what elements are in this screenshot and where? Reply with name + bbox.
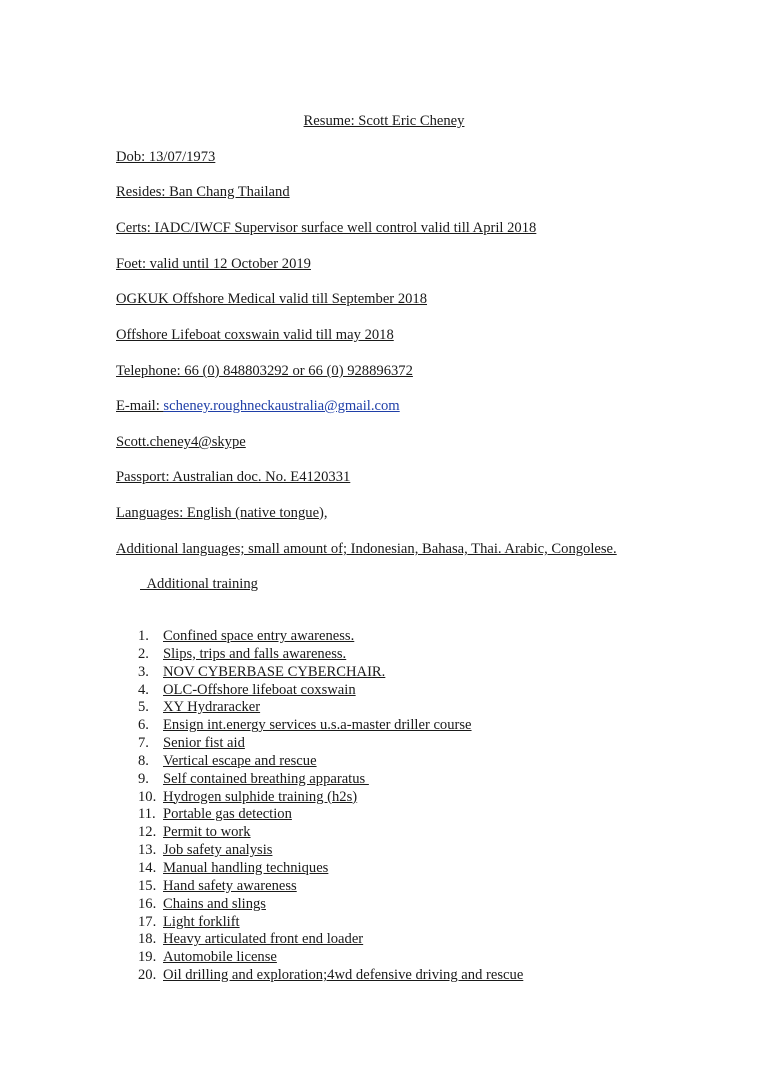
training-item-text: Automobile license [163, 949, 277, 966]
training-item-number: 19. [138, 949, 157, 966]
lifeboat-line: Offshore Lifeboat coxswain valid till may 2018 [116, 327, 394, 343]
training-item-number: 4. [138, 681, 149, 698]
training-item-number: 15. [138, 877, 157, 894]
training-item-number: 2. [138, 645, 149, 662]
medical-line: OGKUK Offshore Medical valid till September 2018 [116, 291, 428, 307]
email-link[interactable]: scheney.roughneckaustralia@gmail.com [163, 398, 400, 414]
training-item-text: Oil drilling and exploration;4wd defensive driving and rescue [163, 967, 524, 984]
additional-languages-line: Additional languages; small amount of; Indonesian, Bahasa, Thai. Arabic, Congolese. [116, 541, 617, 557]
dob-line: Dob: 13/07/1973 [116, 149, 216, 165]
skype-line: Scott.cheney4@skype [116, 434, 246, 450]
training-item-number: 16. [138, 895, 157, 912]
training-item-text: Light forklift [163, 913, 240, 930]
resides-line: Resides: Ban Chang Thailand [116, 184, 290, 200]
training-item-number: 9. [138, 770, 149, 787]
training-item-text: Permit to work [163, 824, 251, 841]
certs-line: Certs: IADC/IWCF Supervisor surface well control valid till April 2018 [116, 220, 537, 236]
page-title: Resume: Scott Eric Cheney [303, 113, 465, 129]
training-item-text: Slips, trips and falls awareness. [163, 645, 347, 662]
training-item-text: Confined space entry awareness. [163, 628, 355, 644]
training-item-text: Heavy articulated front end loader [163, 931, 364, 948]
training-item-number: 6. [138, 717, 149, 734]
training-item-text: NOV CYBERBASE CYBERCHAIR. [163, 663, 386, 680]
training-item-text: Chains and slings [163, 895, 266, 912]
email-label: E-mail: [116, 398, 164, 414]
training-item-text: XY Hydraracker [163, 699, 261, 716]
training-item-text: OLC-Offshore lifeboat coxswain [163, 681, 356, 698]
training-item-number: 7. [138, 735, 149, 752]
training-item-text: Portable gas detection [163, 806, 292, 823]
training-item-text: Ensign int.energy services u.s.a-master driller course [163, 717, 472, 734]
training-item-text: Hydrogen sulphide training (h2s) [163, 788, 358, 805]
training-item-text: Senior fist aid [163, 735, 245, 752]
training-item-number: 1. [138, 628, 149, 644]
passport-line: Passport: Australian doc. No. E4120331 [116, 469, 351, 485]
training-item-number: 17. [138, 913, 157, 930]
languages-line: Languages: English (native tongue), [116, 505, 328, 521]
training-item-number: 10. [138, 788, 157, 805]
training-item-text: Hand safety awareness [163, 877, 297, 894]
training-item-number: 14. [138, 859, 157, 876]
training-item-number: 11. [138, 806, 156, 823]
telephone-line: Telephone: 66 (0) 848803292 or 66 (0) 928896372 [116, 363, 413, 379]
training-item-number: 12. [138, 824, 157, 841]
training-item-number: 8. [138, 752, 149, 769]
training-item-number: 18. [138, 931, 157, 948]
training-item-text: Vertical escape and rescue [163, 752, 317, 769]
email-line [116, 396, 400, 416]
training-item-number: 3. [138, 663, 149, 680]
training-item-text: Self contained breathing apparatus [163, 770, 369, 787]
foet-line: Foet: valid until 12 October 2019 [116, 256, 311, 272]
training-item-number: 20. [138, 967, 157, 984]
training-item-number: 5. [138, 699, 149, 716]
training-item-text: Job safety analysis [163, 842, 273, 859]
additional-training-heading: Additional training [140, 576, 258, 592]
training-item-number: 13. [138, 842, 157, 859]
training-item-text: Manual handling techniques [163, 859, 329, 876]
